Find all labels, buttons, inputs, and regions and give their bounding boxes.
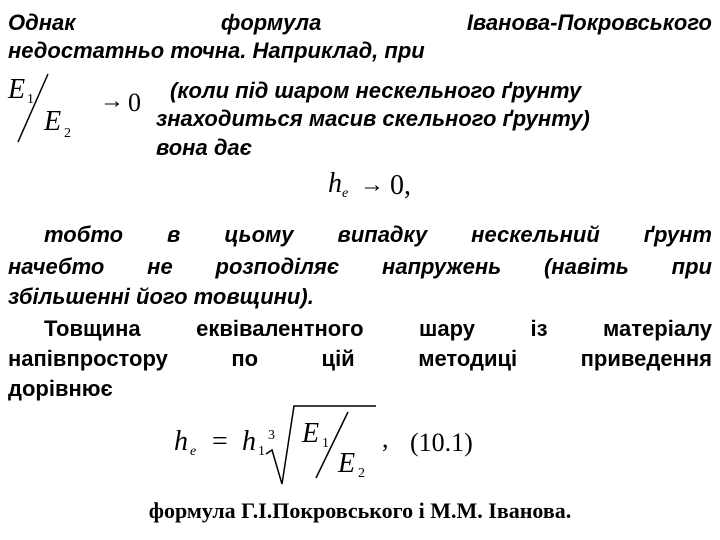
word: еквівалентного bbox=[196, 316, 364, 341]
main-lhs-sub: e bbox=[190, 444, 197, 459]
ratio-limit: 0 bbox=[128, 88, 141, 117]
word: Однак bbox=[8, 10, 76, 35]
main-formula bbox=[170, 398, 510, 488]
word: випадку bbox=[337, 222, 428, 247]
paragraph4-line2 bbox=[8, 346, 712, 372]
main-numerator: E bbox=[302, 418, 320, 449]
paragraph2-line3: вона дає bbox=[156, 135, 253, 160]
paragraph4-line1 bbox=[44, 316, 712, 342]
word: тобто bbox=[44, 222, 124, 247]
word: формула bbox=[220, 10, 322, 35]
word: при bbox=[671, 254, 712, 279]
word: ґрунт bbox=[643, 222, 712, 247]
word: шару bbox=[419, 316, 475, 341]
main-denominator-sub: 2 bbox=[358, 466, 365, 481]
word: із bbox=[530, 316, 548, 341]
main-lhs: h bbox=[174, 426, 188, 457]
word: нескельний bbox=[471, 222, 600, 247]
paragraph2-line1: (коли під шаром нескельного ґрунту bbox=[170, 78, 582, 103]
word: цій bbox=[321, 346, 355, 371]
word: розподіляє bbox=[215, 254, 340, 279]
main-h-sub: 1 bbox=[258, 444, 265, 459]
word: по bbox=[231, 346, 259, 371]
paragraph3-line3: збільшенні його товщини). bbox=[8, 284, 314, 309]
main-numerator-sub: 1 bbox=[322, 436, 329, 451]
he-symbol: h bbox=[328, 168, 342, 199]
word: методиці bbox=[418, 346, 518, 371]
word: цьому bbox=[224, 222, 294, 247]
word: Товщина bbox=[44, 316, 141, 341]
ratio-numerator: E bbox=[8, 74, 26, 105]
word: матеріалу bbox=[603, 316, 712, 341]
he-value: 0, bbox=[390, 170, 411, 201]
root-index: 3 bbox=[268, 428, 275, 443]
paragraph1-line2: недостатньо точна. Наприклад, при bbox=[8, 38, 425, 63]
ratio-formula bbox=[6, 70, 156, 150]
main-equals: = bbox=[212, 426, 228, 457]
ratio-denominator-sub: 2 bbox=[64, 126, 71, 141]
word: Іванова-Покровського bbox=[466, 10, 712, 35]
word: приведення bbox=[580, 346, 712, 371]
main-comma: , bbox=[382, 424, 389, 453]
paragraph4-line3: дорівнює bbox=[8, 376, 113, 401]
word: не bbox=[147, 254, 173, 279]
main-denominator: E bbox=[338, 448, 356, 479]
paragraph3-line2 bbox=[8, 254, 712, 280]
word: (навіть bbox=[543, 254, 629, 279]
word: в bbox=[167, 222, 181, 247]
ratio-arrow: → bbox=[100, 88, 124, 114]
formula-caption: формула Г.І.Покровського і М.М. Іванова. bbox=[148, 498, 572, 523]
main-h: h bbox=[242, 426, 256, 457]
he-sub: e bbox=[342, 186, 349, 201]
equation-number: (10.1) bbox=[410, 428, 473, 457]
ratio-denominator: E bbox=[44, 106, 62, 137]
root-sign bbox=[170, 398, 390, 488]
paragraph1-line1 bbox=[8, 10, 712, 36]
word: начебто bbox=[8, 254, 105, 279]
word: напівпростору bbox=[8, 346, 168, 371]
ratio-numerator-sub: 1 bbox=[27, 92, 34, 107]
word: напружень bbox=[382, 254, 502, 279]
he-formula bbox=[328, 168, 468, 212]
paragraph2-line2: знаходиться масив скельного ґрунту) bbox=[156, 106, 590, 131]
he-arrow: → bbox=[360, 172, 384, 198]
paragraph3-line1 bbox=[44, 222, 712, 248]
